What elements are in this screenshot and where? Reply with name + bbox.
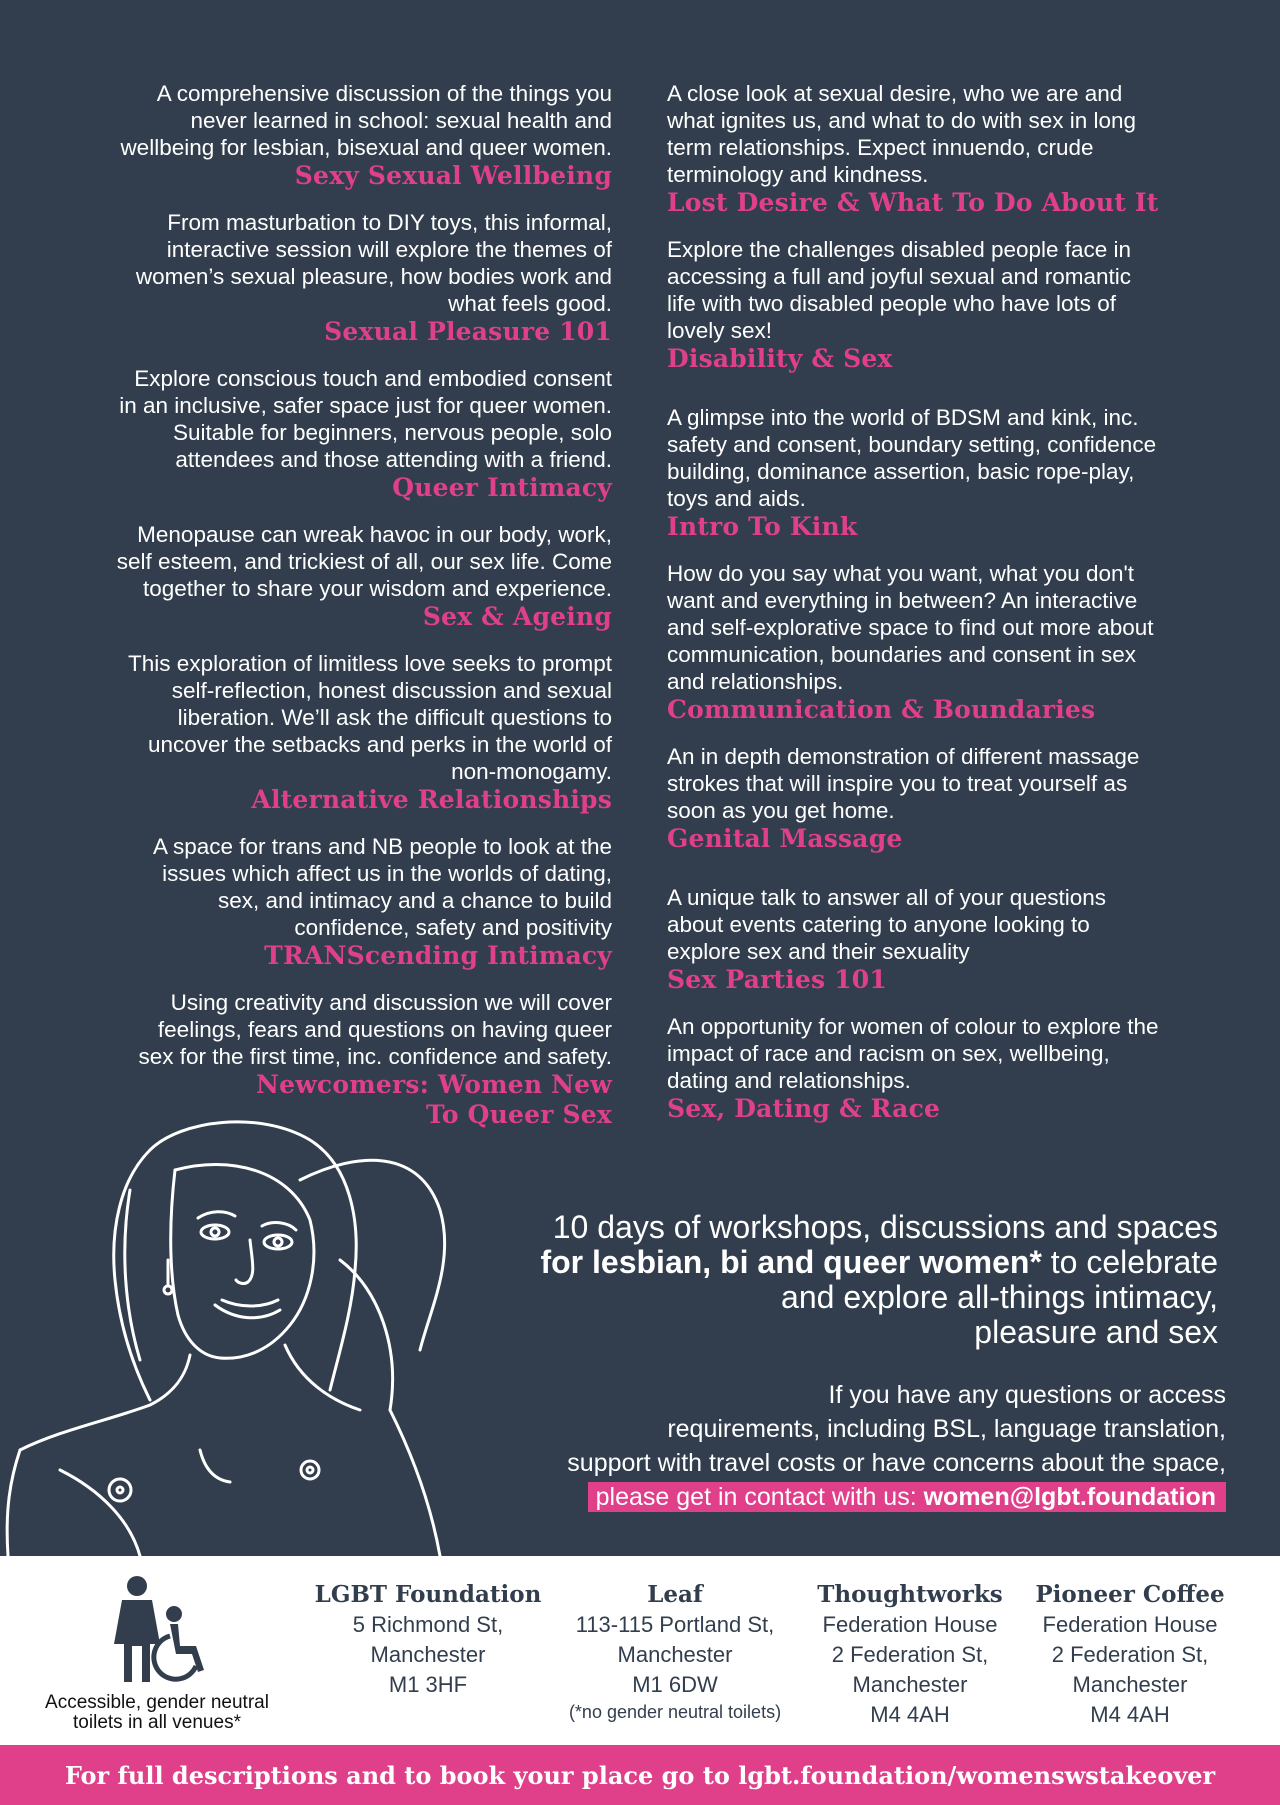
- workshop-title: Intro To Kink: [667, 512, 858, 541]
- workshop-sex-and-ageing: [60, 521, 612, 632]
- workshop-alternative-relationships: [60, 650, 612, 815]
- workshop-description: Explore conscious touch and embodied consent in an inclusive, safer space just for queer women. Suitable for beginners, nervous people, solo attendees and those attending with a friend.: [119, 366, 612, 472]
- venue-note: (*no gender neutral toilets): [568, 1702, 782, 1722]
- event-tagline: 10 days of workshops, discussions and spaces for lesbian, bi and queer women* to celebrate and explore all-things intimacy, pleasure and sex: [540, 1209, 1218, 1350]
- workshop-title: Communication & Boundaries: [667, 695, 1096, 724]
- venues-section: [0, 1566, 1280, 1736]
- contact-block: If you have any questions or access requirements, including BSL, language translation, support with travel costs or have concerns about the space, please get in contact with us: women@lgbt.foundation: [567, 1381, 1226, 1511]
- workshop-description: How do you say what you want, what you don't want and everything in between? An interactive and self-explorative space to find out more about communication, boundaries and consent in sex and relationships.: [667, 561, 1154, 694]
- workshop-title: Sex Parties 101: [667, 965, 887, 994]
- workshop-title: Lost Desire & What To Do About It: [667, 188, 1159, 217]
- contact-email-link[interactable]: women@lgbt.foundation: [923, 1483, 1216, 1511]
- workshop-title: Sex & Ageing: [422, 602, 612, 631]
- workshop-description: A close look at sexual desire, who we are and what ignites us, and what to do with sex in long term relationships. Expect innuendo, crude terminology and kindness.: [667, 81, 1137, 187]
- tagline-highlight: for lesbian, bi and queer women*: [540, 1244, 1042, 1280]
- workshop-description: Using creativity and discussion we will cover feelings, fears and questions on having queer sex for the first time, inc. confidence and safety.: [138, 990, 612, 1069]
- workshop-description: A unique talk to answer all of your questions about events catering to anyone looking to explore sex and their sexuality: [667, 885, 1107, 964]
- right-workshop-column: [667, 80, 1227, 1142]
- workshop-queer-intimacy: [60, 365, 612, 503]
- workshop-description: Menopause can wreak havoc in our body, work, self esteem, and trickiest of all, our sex life. Come together to share your wisdom and experience.: [116, 522, 612, 601]
- venue-pioneer-coffee: Pioneer Coffee Federation House 2 Federation St, Manchester M4 4AH: [1025, 1580, 1235, 1730]
- workshop-sexy-sexual-wellbeing: [60, 80, 612, 191]
- venue-name: Thoughtworks: [817, 1581, 1003, 1608]
- workshop-description: A space for trans and NB people to look at the issues which affect us in the worlds of dating, sex, and intimacy and a chance to build confidence, safety and positivity: [152, 834, 612, 940]
- workshop-description: Explore the challenges disabled people face in accessing a full and joyful sexual and romantic life with two disabled people who have lots of lovely sex!: [667, 237, 1132, 343]
- workshop-description: This exploration of limitless love seeks to prompt self-reflection, honest discussion and sexual liberation. We’ll ask the difficult questions to uncover the setbacks and perks in the world of non-monogamy.: [128, 651, 612, 784]
- workshop-sex-parties-101: [667, 884, 1227, 995]
- workshop-intro-to-kink: [667, 404, 1227, 542]
- workshop-title: Queer Intimacy: [392, 473, 612, 502]
- workshop-description: A comprehensive discussion of the things you never learned in school: sexual health and wellbeing for lesbian, bisexual and queer women.: [120, 81, 612, 160]
- booking-link[interactable]: For full descriptions and to book your place go to lgbt.foundation/womenswstakeover: [64, 1760, 1216, 1790]
- workshop-description: From masturbation to DIY toys, this informal, interactive session will explore the themes of women’s sexual pleasure, how bodies work and what feels good.: [135, 210, 612, 316]
- workshop-title: Genital Massage: [667, 824, 903, 853]
- accessible-toilet-icon: [92, 1574, 222, 1684]
- venue-lgbt-foundation: LGBT Foundation 5 Richmond St, Manchester M1 3HF: [308, 1580, 548, 1700]
- workshop-transcending-intimacy: [60, 833, 612, 971]
- workshop-title: Sexual Pleasure 101: [324, 317, 612, 346]
- venue-thoughtworks: Thoughtworks Federation House 2 Federation St, Manchester M4 4AH: [805, 1580, 1015, 1730]
- workshop-description: A glimpse into the world of BDSM and kink, inc. safety and consent, boundary setting, confidence building, dominance assertion, basic rope-play, toys and aids.: [667, 405, 1157, 511]
- workshop-newcomers: [60, 989, 612, 1130]
- venue-name: Leaf: [647, 1581, 703, 1608]
- workshop-title: Disability & Sex: [667, 344, 893, 373]
- workshop-disability-and-sex: [667, 236, 1227, 374]
- workshop-description: An in depth demonstration of different massage strokes that will inspire you to treat yourself as soon as you get home.: [667, 744, 1140, 823]
- workshop-lost-desire: [667, 80, 1227, 218]
- venue-name: LGBT Foundation: [314, 1581, 542, 1608]
- workshop-title: Sex, Dating & Race: [667, 1094, 941, 1123]
- contact-highlight: please get in contact with us: women@lgbt.foundation: [588, 1482, 1226, 1512]
- workshop-title: Newcomers: Women New To Queer Sex: [256, 1070, 612, 1129]
- booking-footer: [0, 1745, 1280, 1805]
- venue-leaf: Leaf 113-115 Portland St, Manchester M1 6DW (*no gender neutral toilets): [548, 1580, 802, 1724]
- workshop-title: Alternative Relationships: [251, 785, 612, 814]
- workshop-sexual-pleasure-101: [60, 209, 612, 347]
- left-workshop-column: [60, 80, 612, 1148]
- accessibility-note: Accessible, gender neutral toilets in all venues*: [22, 1574, 292, 1733]
- workshop-genital-massage: [667, 743, 1227, 854]
- workshop-description: An opportunity for women of colour to explore the impact of race and racism on sex, wellbeing, dating and relationships.: [667, 1014, 1159, 1093]
- venue-name: Pioneer Coffee: [1035, 1581, 1225, 1608]
- workshop-title: Sexy Sexual Wellbeing: [294, 161, 612, 190]
- workshop-communication-boundaries: [667, 560, 1227, 725]
- workshop-title: TRANScending Intimacy: [264, 941, 612, 970]
- workshop-sex-dating-race: [667, 1013, 1227, 1124]
